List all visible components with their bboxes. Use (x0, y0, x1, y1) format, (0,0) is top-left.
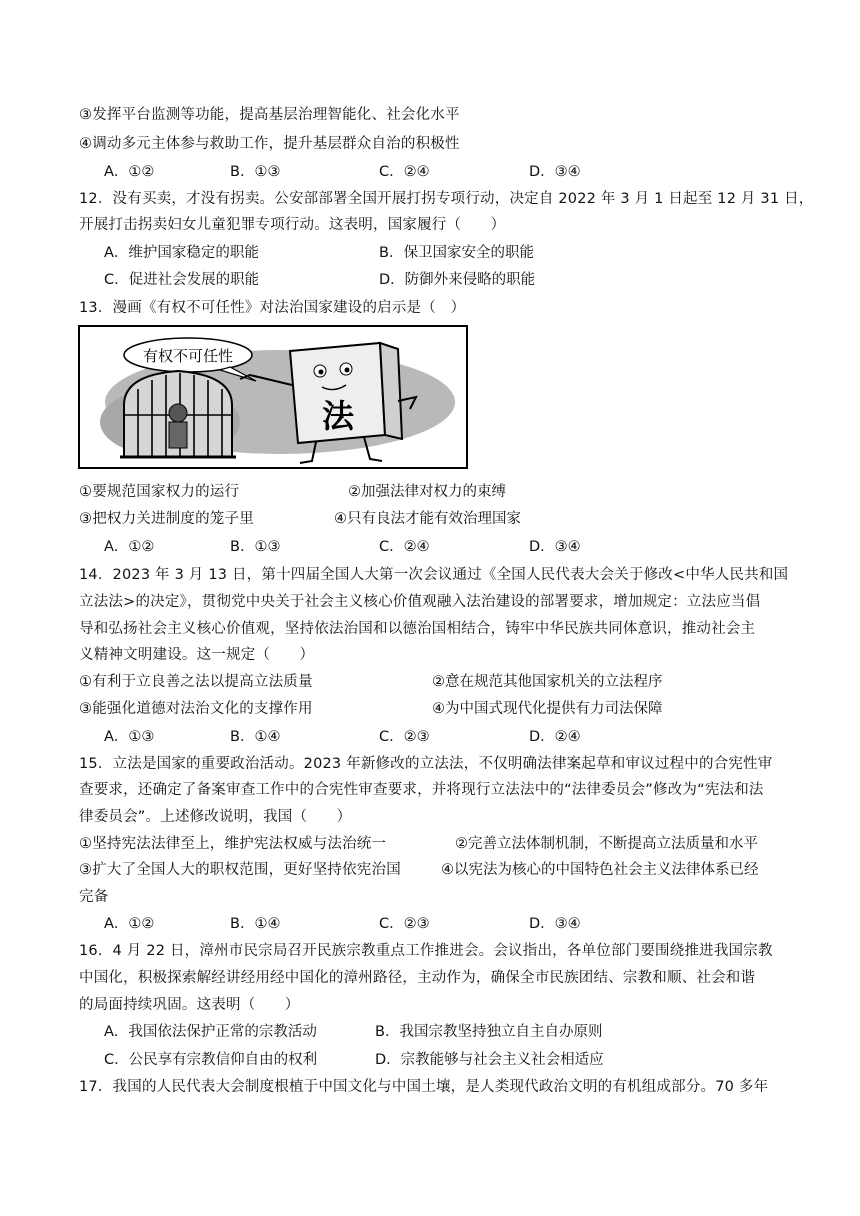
q15-option-c: C．②③ (379, 916, 430, 932)
q12-stem-line-1: 12．没有买卖，才没有拐卖。公安部部署全国开展打拐专项行动，决定自 2022 年 3 月 1 日起至 12 月 31 日， (79, 191, 814, 207)
cartoon-book-text: 法 (321, 397, 355, 435)
q16-option-a: A．我国依法保护正常的宗教活动 (104, 1024, 317, 1040)
q13-stem: 13．漫画《有权不可任性》对法治国家建设的启示是（ ） (79, 300, 466, 316)
q15-option-b: B．①④ (230, 916, 281, 932)
q13-item-2: ②加强法律对权力的束缚 (348, 484, 506, 500)
cartoon-bubble-text: 有权不可任性 (142, 347, 234, 365)
q12-stem-line-2: 开展打击拐卖妇女儿童犯罪专项行动。这表明，国家履行（ ） (79, 217, 506, 233)
q14-option-b: B．①④ (230, 729, 281, 745)
q16-option-c: C．公民享有宗教信仰自由的权利 (104, 1052, 318, 1068)
q14-item-4: ④为中国式现代化提供有力司法保障 (432, 701, 663, 717)
q13-item-1: ①要规范国家权力的运行 (79, 484, 240, 500)
q11-option-a: A．①② (104, 164, 155, 180)
q15-item-3: ③扩大了全国人大的职权范围，更好坚持依宪治国 (79, 862, 401, 878)
q14-item-2: ②意在规范其他国家机关的立法程序 (432, 674, 663, 690)
q14-stem-line-1: 14．2023 年 3 月 13 日，第十四届全国人大第一次会议通过《全国人民代表大会关于修改<中华人民共和国 (79, 567, 789, 583)
q12-option-c: C．促进社会发展的职能 (104, 272, 260, 288)
q15-stem-line-2: 查要求，还确定了备案审查工作中的合宪性审查要求，并将现行立法法中的“法律委员会”修改为“宪法和法 (79, 782, 764, 798)
q14-stem-line-2: 立法法>的决定》，贯彻党中央关于社会主义核心价值观融入法治建设的部署要求，增加规定：立法应当倡 (79, 594, 761, 610)
q11-option-d: D．③④ (529, 164, 581, 180)
q15-item-4: ④以宪法为核心的中国特色社会主义法律体系已经 (441, 862, 759, 878)
q16-stem-line-2: 中国化，积极探索解经讲经用经中国化的漳州路径，主动作为，确保全市民族团结、宗教和顺、社会和谐 (79, 970, 756, 986)
q15-option-a: A．①② (104, 916, 155, 932)
q11-item-4: ④调动多元主体参与救助工作，提升基层群众自治的积极性 (79, 136, 460, 152)
q17-stem-line-1: 17．我国的人民代表大会制度根植于中国文化与中国土壤，是人类现代政治文明的有机组成部分。70 多年 (79, 1079, 769, 1095)
q12-option-d: D．防御外来侵略的职能 (379, 272, 536, 288)
q15-item-2: ②完善立法体制机制，不断提高立法质量和水平 (455, 836, 758, 852)
q12-option-b: B．保卫国家安全的职能 (379, 245, 534, 261)
q14-option-c: C．②③ (379, 729, 430, 745)
q15-item-4-continued: 完备 (79, 889, 109, 905)
cartoon-image (78, 325, 468, 469)
q13-option-a: A．①② (104, 539, 155, 555)
q15-option-d: D．③④ (529, 916, 581, 932)
q16-stem-line-3: 的局面持续巩固。这表明（ ） (79, 997, 300, 1013)
q11-option-c: C．②④ (379, 164, 430, 180)
q12-option-a: A．维护国家稳定的职能 (104, 245, 259, 261)
cartoon-drawing (80, 327, 466, 467)
q14-stem-line-3: 导和弘扬社会主义核心价值观，坚持依法治国和以德治国相结合，铸牢中华民族共同体意识，推动社会主 (79, 621, 756, 637)
q11-option-b: B．①③ (230, 164, 281, 180)
q16-option-d: D．宗教能够与社会主义社会相适应 (375, 1052, 604, 1068)
q15-stem-line-3: 律委员会”。上述修改说明，我国（ ） (79, 809, 352, 825)
q14-option-a: A．①③ (104, 729, 155, 745)
q16-option-b: B．我国宗教坚持独立自主自办原则 (375, 1024, 603, 1040)
q14-item-1: ①有利于立良善之法以提高立法质量 (79, 674, 313, 690)
q14-option-d: D．②④ (529, 729, 581, 745)
q14-stem-line-4: 义精神文明建设。这一规定（ ） (79, 647, 315, 663)
q13-option-d: D．③④ (529, 539, 581, 555)
q16-stem-line-1: 16．4 月 22 日，漳州市民宗局召开民族宗教重点工作推进会。会议指出，各单位部门要围绕推进我国宗教 (79, 943, 773, 959)
q15-stem-line-1: 15．立法是国家的重要政治活动。2023 年新修改的立法法，不仅明确法律案起草和审议过程中的合宪性审 (79, 756, 773, 772)
q15-item-1: ①坚持宪法法律至上，维护宪法权威与法治统一 (79, 836, 387, 852)
q14-item-3: ③能强化道德对法治文化的支撑作用 (79, 701, 313, 717)
q13-option-b: B．①③ (230, 539, 281, 555)
q13-item-4: ④只有良法才能有效治理国家 (334, 511, 521, 527)
q11-item-3: ③发挥平台监测等功能，提高基层治理智能化、社会化水平 (79, 107, 460, 123)
q13-item-3: ③把权力关进制度的笼子里 (79, 511, 254, 527)
q13-option-c: C．②④ (379, 539, 430, 555)
